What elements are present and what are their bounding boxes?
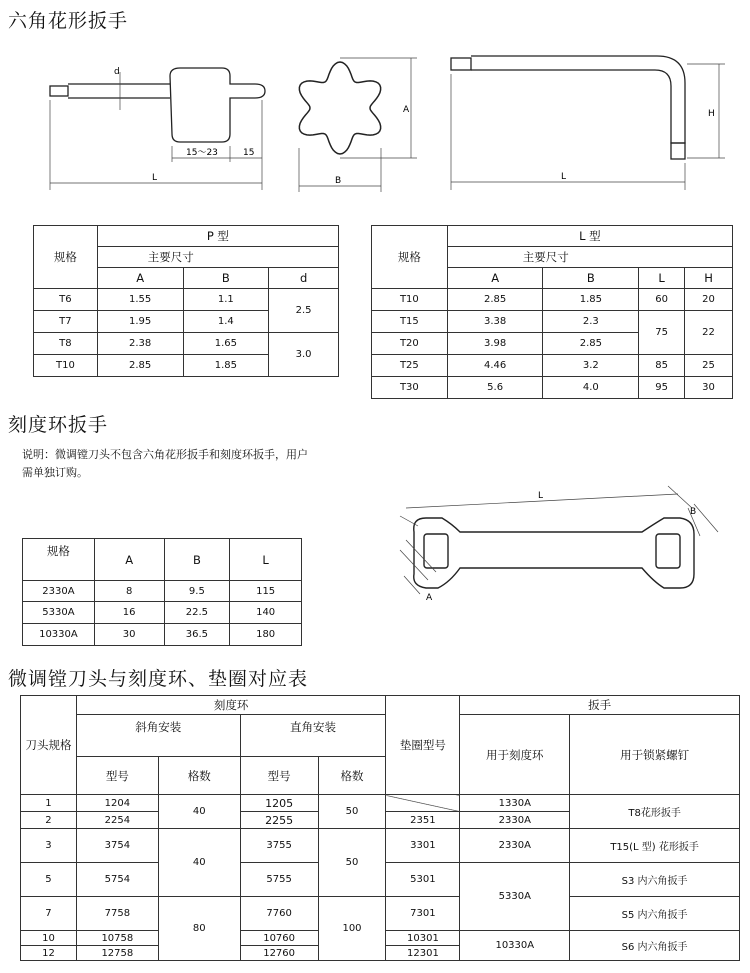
star-dim-B-label: B bbox=[335, 176, 342, 186]
table-cell: T6 bbox=[34, 289, 98, 311]
map-header-straight-grid: 格数 bbox=[318, 757, 386, 795]
ring-dim-A-label: A bbox=[426, 593, 433, 603]
p-dim-d-label: d bbox=[114, 67, 120, 77]
table-cell: T30 bbox=[372, 377, 448, 399]
table-cell: 7301 bbox=[386, 897, 460, 931]
l-dim-L-label: L bbox=[561, 172, 567, 182]
table-cell: 5754 bbox=[76, 863, 158, 897]
table-cell: T20 bbox=[372, 333, 448, 355]
table-cell: 140 bbox=[230, 602, 302, 624]
map-for-screw-4: S5 内六角扳手 bbox=[570, 897, 740, 931]
table-cell: 180 bbox=[230, 624, 302, 646]
table-cell: 10760 bbox=[240, 931, 318, 946]
ring-dim-B-label: B bbox=[690, 507, 697, 517]
map-header-for-ring: 用于刻度环 bbox=[460, 715, 570, 795]
hex-star-section-drawing bbox=[285, 50, 425, 200]
table-cell: 8 bbox=[94, 581, 164, 602]
table-cell: T7 bbox=[34, 311, 98, 333]
table-cell: 12760 bbox=[240, 946, 318, 961]
map-for-screw-5: S6 内六角扳手 bbox=[570, 931, 740, 961]
ring-wrench-table bbox=[22, 538, 302, 646]
table-cell: 2255 bbox=[240, 812, 318, 829]
title-hex-star-wrench: 六角花形扳手 bbox=[8, 10, 129, 32]
table-cell: 3.2 bbox=[543, 355, 639, 377]
table-cell: 85 bbox=[639, 355, 685, 377]
ring-dim-L-label: L bbox=[538, 491, 544, 501]
table-cell: 10330A bbox=[23, 624, 95, 646]
p-d-group-2: 3.0 bbox=[269, 333, 339, 377]
table-cell: 10758 bbox=[76, 931, 158, 946]
p-type-table bbox=[33, 225, 339, 377]
table-cell: 4.46 bbox=[447, 355, 543, 377]
map-straight-grid-1: 50 bbox=[318, 795, 386, 829]
ring-col-spec: 规格 bbox=[23, 539, 95, 581]
empty-washer-cell bbox=[386, 795, 460, 812]
map-header-straight-model: 型号 bbox=[240, 757, 318, 795]
table-cell: 2.85 bbox=[447, 289, 543, 311]
p-col-d: d bbox=[269, 268, 339, 289]
map-header-straight: 直角安装 bbox=[240, 715, 386, 757]
table-cell: 1.1 bbox=[183, 289, 269, 311]
map-header-wrench: 扳手 bbox=[460, 696, 740, 715]
p-col-A: A bbox=[97, 268, 183, 289]
table-cell: 4.0 bbox=[543, 377, 639, 399]
note-line-2: 需单独订购。 bbox=[22, 466, 88, 479]
l-header-spec: 规格 bbox=[372, 226, 448, 289]
l-type-wrench-drawing bbox=[445, 48, 730, 198]
table-cell: 36.5 bbox=[164, 624, 230, 646]
l-col-H: H bbox=[685, 268, 733, 289]
map-for-screw-1: T8花形扳手 bbox=[570, 795, 740, 829]
mapping-table bbox=[20, 695, 740, 961]
table-cell: 10301 bbox=[386, 931, 460, 946]
note-line-1: 说明：微调镗刀头不包含六角花形扳手和刻度环扳手，用户 bbox=[22, 448, 308, 461]
p-col-B: B bbox=[183, 268, 269, 289]
table-cell: 115 bbox=[230, 581, 302, 602]
table-cell: 30 bbox=[94, 624, 164, 646]
l-type-table bbox=[371, 225, 733, 399]
purchase-note bbox=[22, 446, 362, 482]
title-dial-ring-wrench: 刻度环扳手 bbox=[8, 414, 109, 436]
table-cell: 1 bbox=[21, 795, 77, 812]
p-header-spec: 规格 bbox=[34, 226, 98, 289]
map-header-ring: 刻度环 bbox=[76, 696, 386, 715]
l-merged-H: 22 bbox=[685, 311, 733, 355]
map-for-ring-10330: 10330A bbox=[460, 931, 570, 961]
table-cell: 22.5 bbox=[164, 602, 230, 624]
table-cell: 1.55 bbox=[97, 289, 183, 311]
table-cell: 2351 bbox=[386, 812, 460, 829]
ring-col-A: A bbox=[94, 539, 164, 581]
table-cell: 2.85 bbox=[543, 333, 639, 355]
map-straight-grid-2: 50 bbox=[318, 829, 386, 897]
table-cell: 7760 bbox=[240, 897, 318, 931]
l-col-A: A bbox=[447, 268, 543, 289]
table-cell: 10 bbox=[21, 931, 77, 946]
map-header-bevel-model: 型号 bbox=[76, 757, 158, 795]
table-cell: 3 bbox=[21, 829, 77, 863]
map-for-screw-2: T15(L 型) 花形扳手 bbox=[570, 829, 740, 863]
title-mapping-table: 微调镗刀头与刻度环、垫圈对应表 bbox=[8, 668, 309, 690]
table-cell: 1.4 bbox=[183, 311, 269, 333]
map-header-bevel: 斜角安装 bbox=[76, 715, 240, 757]
table-cell: 5301 bbox=[386, 863, 460, 897]
map-bevel-grid-1: 40 bbox=[158, 795, 240, 829]
l-col-L: L bbox=[639, 268, 685, 289]
table-cell: 30 bbox=[685, 377, 733, 399]
table-cell: T25 bbox=[372, 355, 448, 377]
map-for-ring-5330: 5330A bbox=[460, 863, 570, 931]
ring-col-L: L bbox=[230, 539, 302, 581]
l-col-B: B bbox=[543, 268, 639, 289]
table-cell: 12 bbox=[21, 946, 77, 961]
table-cell: T8 bbox=[34, 333, 98, 355]
table-cell: 25 bbox=[685, 355, 733, 377]
table-cell: 3755 bbox=[240, 829, 318, 863]
table-cell: 2330A bbox=[23, 581, 95, 602]
map-header-bevel-grid: 格数 bbox=[158, 757, 240, 795]
p-dim-len1-label: 15～23 bbox=[186, 148, 218, 158]
table-cell: 1.85 bbox=[543, 289, 639, 311]
table-cell: T15 bbox=[372, 311, 448, 333]
table-cell: 1.95 bbox=[97, 311, 183, 333]
p-header-type: P 型 bbox=[97, 226, 338, 247]
l-merged-L: 75 bbox=[639, 311, 685, 355]
table-cell: 2 bbox=[21, 812, 77, 829]
table-cell: 5 bbox=[21, 863, 77, 897]
p-type-wrench-drawing bbox=[40, 50, 280, 200]
table-cell: 2.85 bbox=[97, 355, 183, 377]
table-cell: 3754 bbox=[76, 829, 158, 863]
table-cell: 5330A bbox=[23, 602, 95, 624]
map-for-screw-3: S3 内六角扳手 bbox=[570, 863, 740, 897]
table-cell: 2330A bbox=[460, 812, 570, 829]
p-dim-L-label: L bbox=[152, 173, 158, 183]
table-cell: 12758 bbox=[76, 946, 158, 961]
star-dim-A-label: A bbox=[403, 105, 410, 115]
table-cell: 16 bbox=[94, 602, 164, 624]
map-header-washer: 垫圈型号 bbox=[386, 696, 460, 795]
table-cell: 7 bbox=[21, 897, 77, 931]
table-cell: 3301 bbox=[386, 829, 460, 863]
table-cell: 7758 bbox=[76, 897, 158, 931]
dial-ring-wrench-drawing bbox=[392, 478, 722, 608]
map-bevel-grid-3: 80 bbox=[158, 897, 240, 961]
table-cell: 3.38 bbox=[447, 311, 543, 333]
map-bevel-grid-2: 40 bbox=[158, 829, 240, 897]
table-cell: 1204 bbox=[76, 795, 158, 812]
table-cell: T10 bbox=[34, 355, 98, 377]
table-cell: 9.5 bbox=[164, 581, 230, 602]
p-dim-len2-label: 15 bbox=[243, 148, 255, 158]
table-cell: 60 bbox=[639, 289, 685, 311]
table-cell: 1330A bbox=[460, 795, 570, 812]
p-header-main: 主要尺寸 bbox=[97, 247, 338, 268]
table-cell: 20 bbox=[685, 289, 733, 311]
table-cell: 1.85 bbox=[183, 355, 269, 377]
p-d-group-1: 2.5 bbox=[269, 289, 339, 333]
table-cell: 1.65 bbox=[183, 333, 269, 355]
table-cell: 5.6 bbox=[447, 377, 543, 399]
table-cell: 2.38 bbox=[97, 333, 183, 355]
table-cell: T10 bbox=[372, 289, 448, 311]
table-cell: 95 bbox=[639, 377, 685, 399]
l-header-main: 主要尺寸 bbox=[447, 247, 732, 268]
l-header-type: L 型 bbox=[447, 226, 732, 247]
map-header-for-screw: 用于锁紧螺钉 bbox=[570, 715, 740, 795]
l-dim-H-label: H bbox=[708, 109, 715, 119]
table-cell: 5755 bbox=[240, 863, 318, 897]
table-cell: 2254 bbox=[76, 812, 158, 829]
map-straight-grid-3: 100 bbox=[318, 897, 386, 961]
table-cell: 2.3 bbox=[543, 311, 639, 333]
table-cell: 12301 bbox=[386, 946, 460, 961]
table-cell: 3.98 bbox=[447, 333, 543, 355]
ring-col-B: B bbox=[164, 539, 230, 581]
table-cell: 1205 bbox=[240, 795, 318, 812]
map-header-tool: 刀头规格 bbox=[21, 696, 77, 795]
table-cell: 2330A bbox=[460, 829, 570, 863]
